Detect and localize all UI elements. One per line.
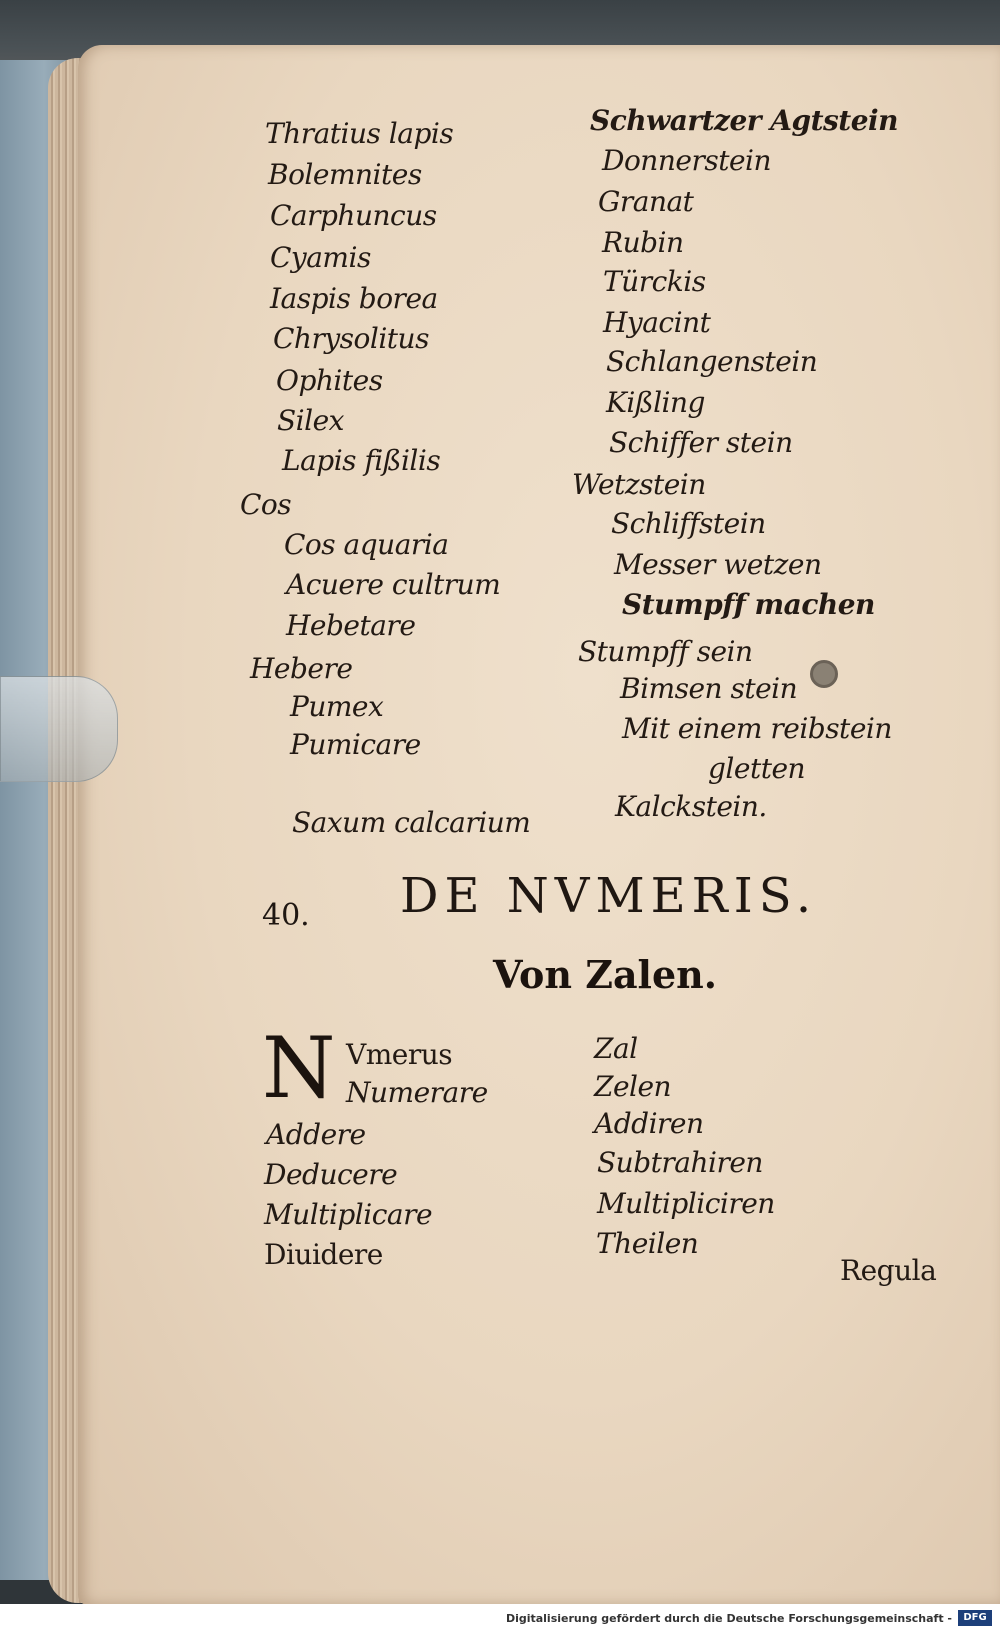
numeris-german-entry: Theilen (596, 1227, 699, 1260)
page-holder-clip (0, 676, 118, 782)
latin-entry: Cos aquaria (284, 528, 449, 561)
latin-entry: Bolemnites (268, 158, 422, 191)
german-entry: Rubin (602, 226, 684, 259)
german-entry: gletten (708, 752, 806, 785)
german-entry: Schliffstein (611, 507, 766, 540)
numeris-german-entry: Multipliciren (597, 1187, 775, 1220)
german-entry: Stumpff machen (622, 588, 875, 621)
latin-entry: Iaspis borea (270, 282, 438, 315)
drop-cap: N (262, 1019, 336, 1117)
german-entry: Kißling (606, 386, 705, 419)
latin-entry: Thratius lapis (265, 117, 454, 150)
german-entry: Wetzstein (572, 468, 706, 501)
numeris-latin-entry: Deducere (264, 1158, 398, 1191)
paper-stain (810, 660, 838, 688)
numeris-latin-entry: Addere (266, 1118, 366, 1151)
latin-entry: Hebetare (286, 609, 416, 642)
numeris-latin-entry: Vmerus (346, 1038, 453, 1071)
german-entry: Bimsen stein (620, 672, 798, 705)
latin-entry: Carphuncus (270, 199, 437, 232)
german-entry: Türckis (603, 265, 706, 298)
german-entry: Schiffer stein (609, 426, 793, 459)
digitization-credit: Digitalisierung gefördert durch die Deutsche Forschungsgemeinschaft - (505, 1612, 952, 1625)
latin-entry: Ophites (276, 364, 383, 397)
section-subtitle: Von Zalen. (493, 952, 718, 997)
german-entry: Donnerstein (602, 144, 772, 177)
section-title: DE NVMERIS. (400, 868, 818, 924)
catchword: Regula (840, 1254, 937, 1287)
german-entry: Schlangenstein (606, 345, 818, 378)
latin-entry: Cos (240, 488, 292, 521)
latin-entry: Pumex (290, 690, 384, 723)
german-entry: Stumpff sein (578, 635, 753, 668)
latin-entry: Chrysolitus (273, 322, 429, 355)
numeris-german-entry: Zelen (594, 1070, 672, 1103)
book-page (78, 45, 1000, 1605)
numeris-latin-entry: Multiplicare (264, 1198, 433, 1231)
german-entry: Schwartzer Agtstein (590, 104, 899, 137)
latin-entry: Lapis fißilis (282, 444, 441, 477)
numeris-latin-entry: Diuidere (264, 1238, 383, 1271)
german-entry: Granat (598, 185, 694, 218)
latin-entry: Hebere (250, 652, 353, 685)
latin-entry: Cyamis (270, 241, 371, 274)
numeris-german-entry: Addiren (594, 1107, 704, 1140)
numeris-german-entry: Subtrahiren (597, 1146, 763, 1179)
section-number: 40. (262, 898, 310, 933)
german-entry: Messer wetzen (614, 548, 822, 581)
latin-entry: Saxum calcarium (292, 806, 531, 839)
numeris-german-entry: Zal (594, 1032, 638, 1065)
german-entry: Kalckstein. (615, 790, 767, 823)
german-entry: Hyacint (603, 306, 711, 339)
latin-entry: Pumicare (290, 728, 421, 761)
numeris-latin-entry: Numerare (346, 1076, 488, 1109)
latin-entry: Acuere cultrum (286, 568, 501, 601)
latin-entry: Silex (277, 404, 344, 437)
german-entry: Mit einem reibstein (622, 712, 892, 745)
dfg-logo: DFG (958, 1610, 992, 1626)
